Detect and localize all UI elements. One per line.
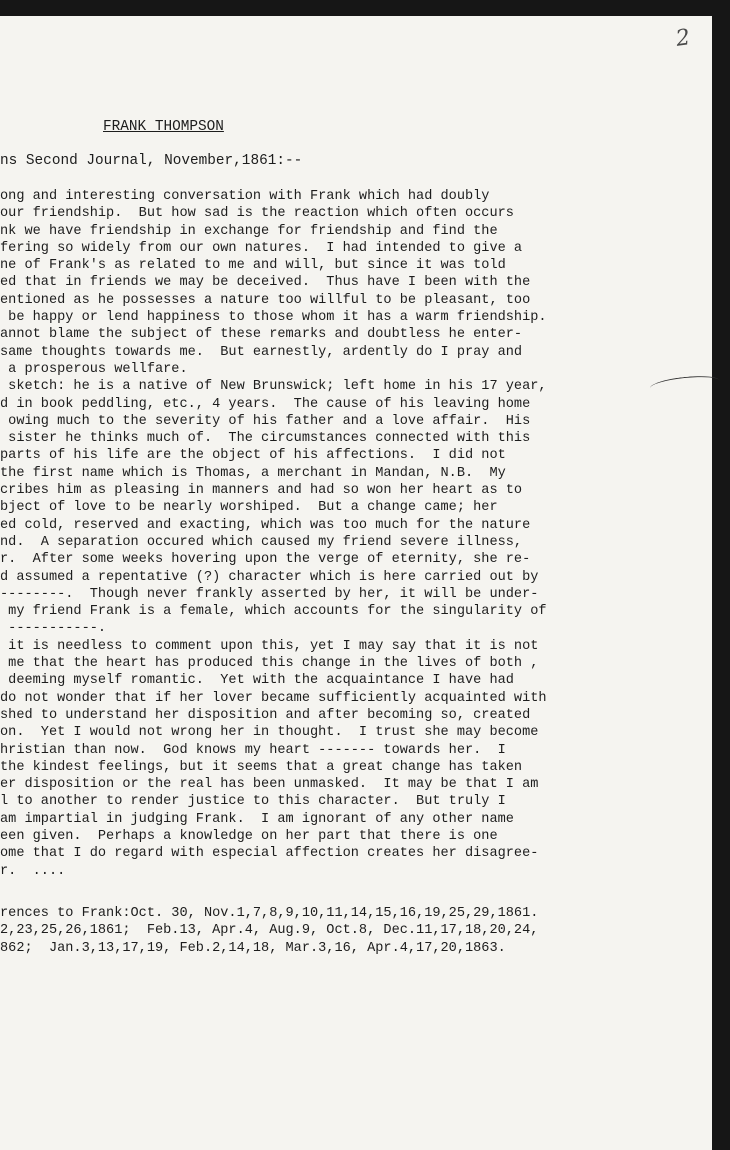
text-line: shed to understand her disposition and after becoming so, created [0,707,531,723]
text-line: bject of love to be nearly worshiped. But a change came; her [0,500,498,516]
text-line: ome that I do regard with especial affection creates her disagree- [0,846,539,862]
text-line: ne of Frank's as related to me and will, but since it was told [0,258,506,274]
text-line: er disposition or the real has been unmasked. It may be that I am [0,777,539,793]
text-line: our friendship. But how sad is the reaction which often occurs [0,206,514,222]
references-text [0,905,538,957]
text-line: sister he thinks much of. The circumstances connected with this [0,431,531,447]
text-line: r. After some weeks hovering upon the verge of eternity, she re- [0,552,531,568]
text-line: me that the heart has produced this change in the lives of both , [0,656,539,672]
text-line: ong and interesting conversation with Frank which had doubly [0,189,490,204]
scan-right-border [712,0,730,1150]
reference-line: 862; Jan.3,13,17,19, Feb.2,14,18, Mar.3,16, Apr.4,17,20,1863. [0,940,506,956]
text-line: r. .... [0,863,66,879]
text-line: fering so widely from our own natures. I had intended to give a [0,240,523,256]
text-line: the first name which is Thomas, a merchant in Mandan, N.B. My [0,465,506,481]
text-line: same thoughts towards me. But earnestly, ardently do I pray and [0,344,523,360]
text-line: my friend Frank is a female, which accounts for the singularity of [0,604,547,620]
text-line: parts of his life are the object of his affections. I did not [0,448,506,464]
text-line: annot blame the subject of these remarks and doubtless he enter- [0,327,523,343]
text-line: cribes him as pleasing in manners and had so won her heart as to [0,483,523,499]
text-line: be happy or lend happiness to those whom it has a warm friendship. [0,310,547,326]
text-line: nk we have friendship in exchange for friendship and find the [0,223,498,239]
text-line: d in book peddling, etc., 4 years. The cause of his leaving home [0,396,531,412]
text-line: d assumed a repentative (?) character which is here carried out by [0,569,539,585]
document-title: FRANK THOMPSON [103,119,224,135]
text-line: the kindest feelings, but it seems that a great change has taken [0,759,523,775]
text-line: l to another to render justice to this character. But truly I [0,794,506,810]
text-line: ed that in friends we may be deceived. Thus have I been with the [0,275,531,291]
handwritten-page-number: 2 [674,25,692,52]
text-line: am impartial in judging Frank. I am ignorant of any other name [0,811,514,827]
text-line: deeming myself romantic. Yet with the acquaintance I have had [0,673,514,689]
text-line: a prosperous wellfare. [0,361,188,377]
text-line: sketch: he is a native of New Brunswick; left home in his 17 year, [0,379,547,395]
text-line: entioned as he possesses a nature too willful to be pleasant, too [0,292,531,308]
text-line: it is needless to comment upon this, yet I may say that it is not [0,638,539,654]
body-text [0,188,547,880]
text-line: ed cold, reserved and exacting, which was too much for the nature [0,517,531,533]
scan-top-border [0,0,730,16]
text-line: on. Yet I would not wrong her in thought. I trust she may become [0,725,539,741]
pen-stroke-mark [649,373,720,395]
journal-heading: ns Second Journal, November,1861:-- [0,153,303,169]
text-line: nd. A separation occured which caused my friend severe illness, [0,534,523,550]
text-line: owing much to the severity of his father and a love affair. His [0,413,531,429]
text-line: een given. Perhaps a knowledge on her part that there is one [0,828,498,844]
text-line: --------. Though never frankly asserted by her, it will be under- [0,586,539,602]
text-line: do not wonder that if her lover became sufficiently acquainted with [0,690,547,706]
text-line: hristian than now. God knows my heart ------- towards her. I [0,742,506,758]
text-line: -----------. [0,621,107,637]
reference-line: 2,23,25,26,1861; Feb.13, Apr.4, Aug.9, Oct.8, Dec.11,17,18,20,24, [0,923,539,939]
reference-line: rences to Frank:Oct. 30, Nov.1,7,8,9,10,11,14,15,16,19,25,29,1861. [0,906,539,921]
